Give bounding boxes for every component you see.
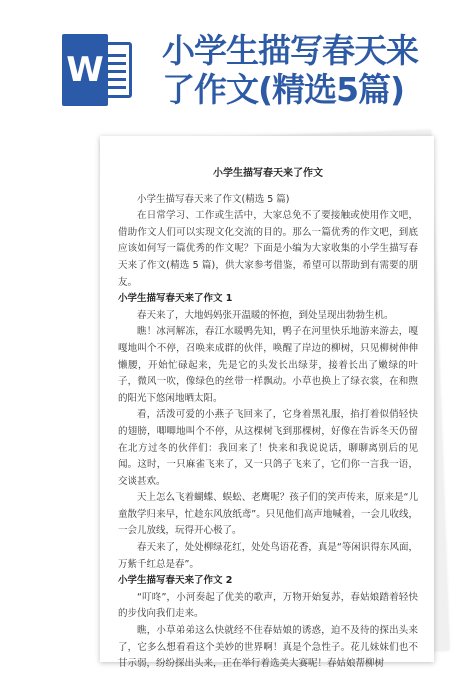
intro-paragraph: 在日常学习、工作或生活中，大家总免不了要接触或使用作文吧，借助作文人们可以实现文化交流的目的。那么一篇优秀的作文吧，到底应该如何写一篇优秀的作文呢？下面是小编为大家收集的小学生描写春天来了作文(精选 5 篇)，供大家参考借鉴，希望可以帮助到有需要的朋友。 bbox=[118, 210, 418, 288]
document-title: 小学生描写春天来了作文 bbox=[213, 168, 323, 179]
page-title-line2: 了作文(精选5篇) bbox=[162, 70, 405, 109]
paragraph: 天上怎么飞着蝴蝶、蜈蚣、老鹰呢？孩子们的笑声传来，原来是“儿童散学归来早，忙趁东风放纸鸢”。只见他们高声地喊着，一会儿收线，一会儿放线，玩得开心极了。 bbox=[118, 492, 418, 537]
paragraph: “叮咚”，小河奏起了优美的歌声，万物开始复苏，春姑娘踏着轻快的步伐向我们走来。 bbox=[118, 591, 418, 620]
document-page bbox=[100, 136, 434, 670]
page-title-line1: 小学生描写春天来 bbox=[162, 31, 418, 70]
section-heading-1: 小学生描写春天来了作文 1 bbox=[118, 293, 233, 305]
paragraph: 瞧，小草弟弟这么快就经不住春姑娘的诱惑，迫不及待的探出头来了，它多么想看看这个美妙的世界啊！真是个急性子。花儿妹妹们也不甘示弱，纷纷探出头来，正在举行着选美大赛呢！春姑娘帮柳树 bbox=[118, 625, 418, 670]
paragraph: 春天来了，大地妈妈张开温暖的怀抱，到处呈现出勃勃生机。 bbox=[137, 309, 394, 321]
header bbox=[0, 0, 474, 128]
paragraph: 看，活泼可爱的小燕子飞回来了，它身着黑礼服，掐打着似俏轻快的翅膀，唧唧地叫个不停，从这棵树飞到那棵树，好像在告诉冬天仍留在北方过冬的伙伴们：我回来了！快来和我说说话，聊聊离别后的见闻。这时，一只麻雀飞来了，又一只鸽子飞来了，它们你一言我一语，交谈甚欢。 bbox=[118, 409, 418, 487]
section-heading-2: 小学生描写春天来了作文 2 bbox=[118, 575, 233, 587]
word-icon-letter: W bbox=[62, 34, 108, 106]
paragraph: 瞧！冰河解冻，春江水暖鸭先知，鸭子在河里快乐地游来游去，嘎嘎地叫个不停，召唤来成群的伙伴，唤醒了岸边的柳树，只见柳树伸伸懒腰，开始忙碌起来，先是它的头发长出绿芽，接着长出了嫩绿的叶子，微风一吹，像绿色的丝带一样飘动。小草也换上了绿衣裳，在和煦的阳光下悠闲地晒太阳。 bbox=[118, 326, 418, 404]
document-subtitle: 小学生描写春天来了作文(精选 5 篇) bbox=[137, 193, 290, 205]
word-document-icon bbox=[62, 34, 132, 106]
paragraph: 春天来了，处处柳绿花红，处处鸟语花香，真是“等闲识得东风面，万紫千红总是春”。 bbox=[118, 542, 418, 570]
